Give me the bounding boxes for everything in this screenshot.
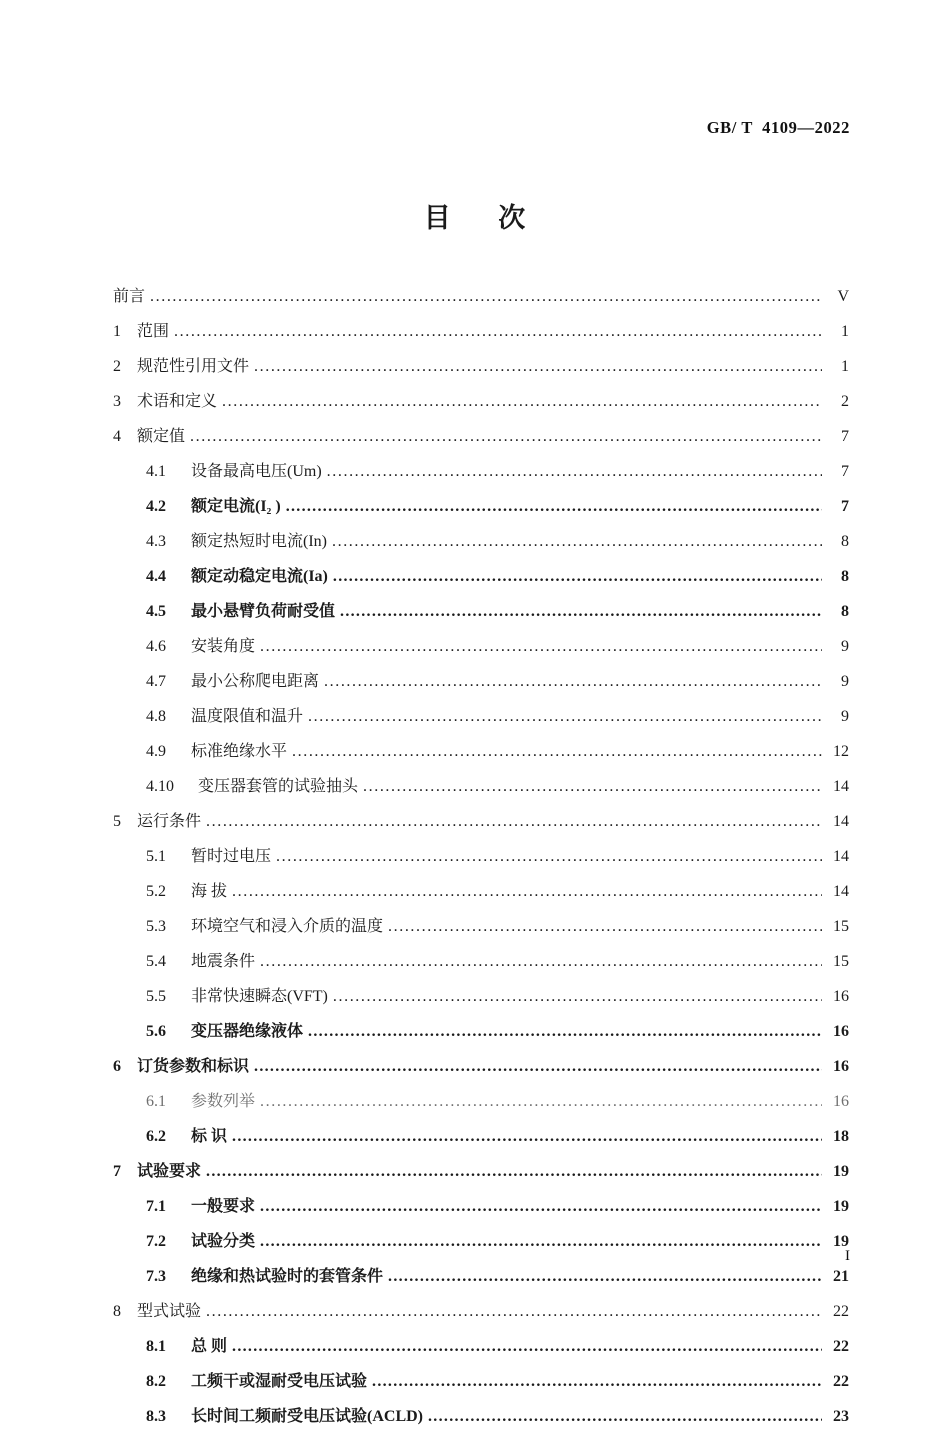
toc-leader-dots	[206, 1163, 822, 1179]
toc-entry[interactable]	[113, 1193, 849, 1228]
toc-entry-number: 4.5	[146, 603, 166, 620]
toc-entry-page-number: 8	[841, 568, 849, 585]
toc-entry-page-number: 8	[841, 533, 849, 550]
toc-entry-number: 6	[113, 1058, 121, 1075]
toc-entry-number: 4	[113, 428, 121, 445]
toc-leader-dots	[232, 883, 822, 899]
toc-entry[interactable]	[113, 598, 849, 633]
toc-entry-label: 参数列举	[191, 1093, 256, 1110]
toc-entry-label: 长时间工频耐受电压试验(ACLD)	[191, 1408, 423, 1425]
toc-entry-label: 额定值	[137, 428, 186, 445]
toc-entry[interactable]	[113, 283, 849, 318]
toc-entry-label: 最小公称爬电距离	[191, 673, 320, 690]
toc-entry[interactable]	[113, 1158, 849, 1193]
toc-entry-page-number: 12	[833, 743, 849, 760]
toc-entry-number: 6.1	[146, 1093, 166, 1110]
toc-entry-label: 温度限值和温升	[191, 708, 304, 725]
toc-entry-label: 额定热短时电流(In)	[191, 533, 327, 550]
toc-entry-page-number: 22	[833, 1338, 849, 1355]
toc-entry-number: 1	[113, 323, 121, 340]
toc-entry-number: 5.4	[146, 953, 166, 970]
toc-entry[interactable]	[113, 318, 849, 353]
toc-entry-page-number: 9	[841, 708, 849, 725]
toc-leader-dots	[428, 1408, 822, 1424]
toc-entry[interactable]	[113, 808, 849, 843]
toc-entry[interactable]	[113, 493, 849, 528]
toc-entry[interactable]	[113, 353, 849, 388]
toc-entry-number: 8.2	[146, 1373, 166, 1390]
toc-leader-dots	[333, 568, 822, 584]
toc-leader-dots	[254, 358, 822, 374]
toc-entry-page-number: 7	[841, 463, 849, 480]
toc-leader-dots	[324, 673, 822, 689]
standard-code-header: GB/ T 4109—2022	[706, 118, 850, 137]
toc-leader-dots	[292, 743, 822, 759]
toc-entry-number: 6.2	[146, 1128, 166, 1145]
toc-entry[interactable]	[113, 703, 849, 738]
toc-entry-page-number: 19	[833, 1233, 849, 1250]
toc-entry-page-number: 19	[833, 1198, 849, 1215]
toc-leader-dots	[206, 813, 822, 829]
toc-entry[interactable]	[113, 878, 849, 913]
toc-entry-page-number: 1	[841, 323, 849, 340]
toc-entry-number: 2	[113, 358, 121, 375]
toc-entry-label: 设备最高电压(Um)	[191, 463, 322, 480]
toc-entry-label: 环境空气和浸入介质的温度	[191, 918, 384, 935]
toc-entry-label: 安装角度	[191, 638, 256, 655]
toc-entry-number: 7.3	[146, 1268, 166, 1285]
toc-entry-page-number: 9	[841, 638, 849, 655]
toc-entry-label: 前言	[113, 288, 146, 305]
toc-entry-label: 工频干或湿耐受电压试验	[191, 1373, 368, 1390]
toc-entry-number: 4.2	[146, 498, 166, 515]
toc-entry-page-number: 22	[833, 1303, 849, 1320]
toc-entry-page-number: 15	[833, 953, 849, 970]
toc-leader-dots	[260, 638, 822, 654]
toc-leader-dots	[276, 848, 822, 864]
toc-entry[interactable]	[113, 1333, 849, 1368]
toc-leader-dots	[363, 778, 822, 794]
toc-entry-page-number: 1	[841, 358, 849, 375]
toc-leader-dots	[333, 988, 822, 1004]
toc-leader-dots	[308, 708, 822, 724]
page-title: 目 次	[423, 203, 527, 233]
toc-entry-number: 8.3	[146, 1408, 166, 1425]
toc-leader-dots	[340, 603, 822, 619]
toc-entry-label: 变压器绝缘液体	[191, 1023, 304, 1040]
toc-entry-number: 7	[113, 1163, 121, 1180]
toc-entry[interactable]	[113, 1018, 849, 1053]
toc-entry-page-number: 16	[833, 1058, 849, 1075]
toc-entry[interactable]	[113, 633, 849, 668]
toc-entry-number: 3	[113, 393, 121, 410]
toc-entry[interactable]	[113, 983, 849, 1018]
toc-entry-page-number: 19	[833, 1163, 849, 1180]
toc-entry-label: 范围	[137, 323, 170, 340]
toc-entry-label: 标 识	[191, 1128, 228, 1145]
toc-entry-number: 7.1	[146, 1198, 166, 1215]
toc-entry-number: 5.6	[146, 1023, 166, 1040]
toc-leader-dots	[190, 428, 822, 444]
toc-entry-page-number: 23	[833, 1408, 849, 1425]
toc-entry[interactable]	[113, 1228, 849, 1263]
toc-entry-number: 4.8	[146, 708, 166, 725]
toc-entry-label: 试验分类	[191, 1233, 256, 1250]
toc-entry-page-number: 16	[833, 988, 849, 1005]
toc-entry-label: 暂时过电压	[191, 848, 272, 865]
toc-entry-number: 4.3	[146, 533, 166, 550]
toc-entry-label: 总 则	[191, 1338, 228, 1355]
toc-entry-number: 8	[113, 1303, 121, 1320]
toc-leader-dots	[388, 918, 822, 934]
toc-leader-dots	[260, 1198, 822, 1214]
toc-entry-label: 额定动稳定电流(Ia)	[191, 568, 328, 585]
toc-leader-dots	[206, 1303, 822, 1319]
toc-entry-number: 5.2	[146, 883, 166, 900]
toc-entry-label: 运行条件	[137, 813, 202, 830]
toc-entry[interactable]	[113, 773, 849, 808]
toc-entry-number: 8.1	[146, 1338, 166, 1355]
toc-entry-number: 5.3	[146, 918, 166, 935]
toc-entry-page-number: 14	[833, 813, 849, 830]
toc-entry[interactable]	[113, 458, 849, 493]
toc-entry-page-number: 16	[833, 1093, 849, 1110]
toc-entry-page-number: 15	[833, 918, 849, 935]
toc-leader-dots	[222, 393, 822, 409]
toc-entry[interactable]	[113, 738, 849, 773]
toc-entry-number: 4.6	[146, 638, 166, 655]
toc-leader-dots	[260, 953, 822, 969]
toc-entry-page-number: 7	[841, 428, 849, 445]
toc-entry[interactable]	[113, 1263, 849, 1298]
toc-entry[interactable]	[113, 1088, 849, 1123]
toc-leader-dots	[332, 533, 822, 549]
toc-entry[interactable]	[113, 388, 849, 423]
toc-leader-dots	[254, 1058, 822, 1074]
toc-entry-label: 一般要求	[191, 1198, 256, 1215]
toc-entry[interactable]	[113, 1123, 849, 1158]
toc-entry-number: 4.9	[146, 743, 166, 760]
toc-leader-dots	[372, 1373, 822, 1389]
toc-entry-page-number: 14	[833, 848, 849, 865]
toc-entry[interactable]	[113, 668, 849, 703]
toc-entry-label: 型式试验	[137, 1303, 202, 1320]
toc-entry-number: 7.2	[146, 1233, 166, 1250]
toc-entry-number: 5.5	[146, 988, 166, 1005]
toc-entry-number: 5.1	[146, 848, 166, 865]
table-of-contents	[113, 283, 849, 1438]
toc-entry[interactable]	[113, 563, 849, 598]
toc-entry-number: 5	[113, 813, 121, 830]
toc-entry-page-number: 9	[841, 673, 849, 690]
toc-entry-label: 变压器套管的试验抽头	[198, 778, 359, 795]
toc-leader-dots	[150, 288, 822, 304]
toc-entry[interactable]	[113, 913, 849, 948]
toc-entry-page-number: 2	[841, 393, 849, 410]
toc-entry-label: 地震条件	[191, 953, 256, 970]
toc-entry-label: 海 拔	[191, 883, 228, 900]
toc-entry-number: 4.4	[146, 568, 166, 585]
toc-leader-dots	[308, 1023, 822, 1039]
toc-entry[interactable]	[113, 1298, 849, 1333]
toc-entry-page-number: 14	[833, 883, 849, 900]
toc-leader-dots	[260, 1233, 822, 1249]
toc-entry[interactable]	[113, 528, 849, 563]
toc-entry-page-number: 18	[833, 1128, 849, 1145]
toc-leader-dots	[174, 323, 822, 339]
toc-entry[interactable]	[113, 948, 849, 983]
toc-entry-page-number: 22	[833, 1373, 849, 1390]
toc-entry-number: 4.7	[146, 673, 166, 690]
toc-entry-label: 术语和定义	[137, 393, 218, 410]
toc-entry-label: 标准绝缘水平	[191, 743, 288, 760]
toc-leader-dots	[327, 463, 822, 479]
toc-entry[interactable]	[113, 1368, 849, 1403]
toc-entry-page-number: 14	[833, 778, 849, 795]
toc-entry[interactable]	[113, 843, 849, 878]
toc-entry-number: 4.10	[146, 778, 174, 795]
toc-leader-dots	[388, 1268, 822, 1284]
page-number-footer: I	[845, 1248, 850, 1264]
toc-leader-dots	[232, 1338, 822, 1354]
toc-entry-page-number: V	[837, 288, 849, 305]
toc-entry-label: 额定电流(I₂ )	[191, 498, 281, 515]
toc-entry-label: 绝缘和热试验时的套管条件	[191, 1268, 384, 1285]
toc-entry-page-number: 8	[841, 603, 849, 620]
toc-entry-page-number: 16	[833, 1023, 849, 1040]
toc-entry[interactable]	[113, 1053, 849, 1088]
toc-entry-number: 4.1	[146, 463, 166, 480]
toc-entry[interactable]	[113, 423, 849, 458]
toc-entry[interactable]	[113, 1403, 849, 1438]
toc-entry-label: 最小悬臂负荷耐受值	[191, 603, 336, 620]
toc-leader-dots	[260, 1093, 822, 1109]
toc-entry-page-number: 21	[833, 1268, 849, 1285]
toc-entry-page-number: 7	[841, 498, 849, 515]
toc-entry-label: 非常快速瞬态(VFT)	[191, 988, 328, 1005]
toc-entry-label: 规范性引用文件	[137, 358, 250, 375]
toc-entry-label: 试验要求	[137, 1163, 202, 1180]
toc-entry-label: 订货参数和标识	[137, 1058, 250, 1075]
toc-leader-dots	[232, 1128, 822, 1144]
toc-leader-dots	[286, 498, 822, 514]
